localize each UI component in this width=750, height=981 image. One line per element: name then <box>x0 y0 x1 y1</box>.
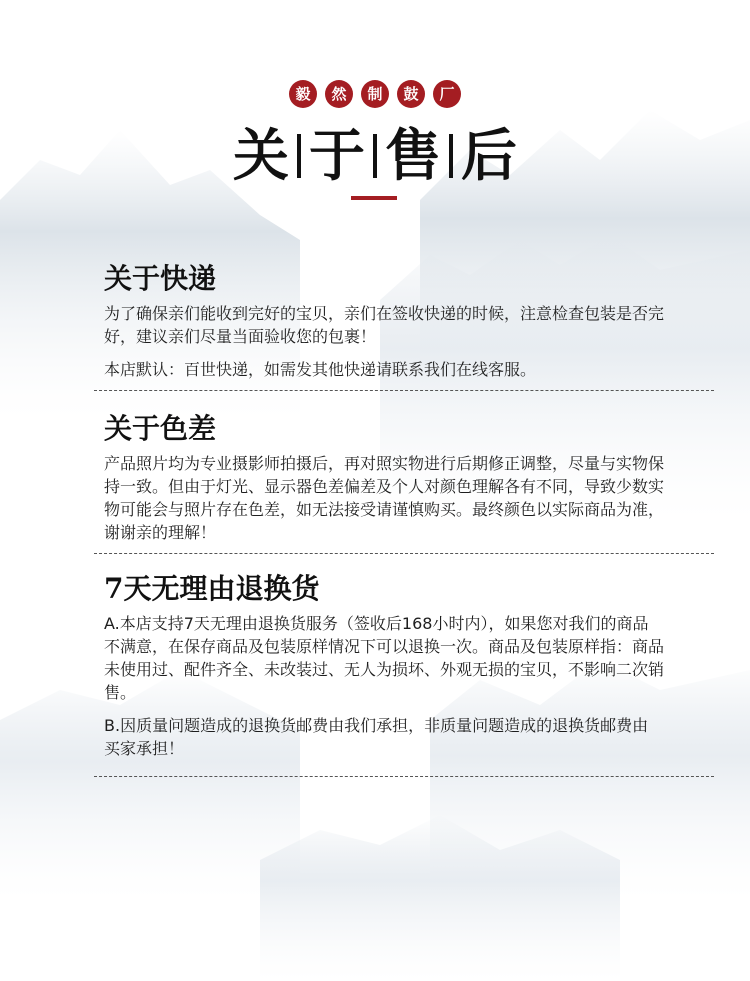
brand-char: 毅 <box>289 80 317 108</box>
brand-char: 制 <box>361 80 389 108</box>
title-char: 后 <box>461 123 517 189</box>
section-returns <box>104 572 664 760</box>
brand-char: 厂 <box>433 80 461 108</box>
title-underline <box>351 196 397 200</box>
dashed-divider <box>94 776 714 777</box>
dashed-divider <box>94 390 714 391</box>
title-char: 关 <box>233 123 289 189</box>
brand-char: 鼓 <box>397 80 425 108</box>
section-paragraph: 产品照片均为专业摄影师拍摄后，再对照实物进行后期修正调整，尽量与实物保持一致。但由于灯光、显示器色差偏差及个人对颜色理解各有不同，导致少数实物可能会与照片存在色差，如无法接受请谨慎购买。最终颜色以实际商品为准，谢谢亲的理解！ <box>104 454 665 542</box>
title-char: 于 <box>309 123 365 189</box>
section-paragraph: A.本店支持7天无理由退换货服务（签收后168小时内），如果您对我们的商品不满意，在保存商品及包装原样情况下可以退换一次。商品及包装原样指：商品未使用过、配件齐全、未改装过、无人为损坏、外观无损的宝贝，不影响二次销售。 <box>104 614 665 702</box>
section-title: 7天无理由退换货 <box>104 572 320 605</box>
section-title: 关于快递 <box>104 262 217 295</box>
dashed-divider <box>94 553 714 554</box>
section-paragraph: B.因质量问题造成的退换货邮费由我们承担，非质量问题造成的退换货邮费由买家承担！ <box>104 716 649 758</box>
brand-char: 然 <box>325 80 353 108</box>
section-title: 关于色差 <box>104 412 217 445</box>
page-title <box>0 118 750 194</box>
title-char: 售 <box>385 123 441 189</box>
section-shipping <box>104 262 664 381</box>
section-paragraph: 本店默认：百世快递，如需发其他快递请联系我们在线客服。 <box>104 360 537 379</box>
brand-badges <box>0 80 750 108</box>
title-separator <box>373 134 377 178</box>
title-separator <box>297 134 301 178</box>
section-paragraph: 为了确保亲们能收到完好的宝贝，亲们在签收快递的时候，注意检查包装是否完好，建议亲们尽量当面验收您的包裹！ <box>104 304 665 346</box>
section-color-difference <box>104 412 664 544</box>
title-separator <box>449 134 453 178</box>
